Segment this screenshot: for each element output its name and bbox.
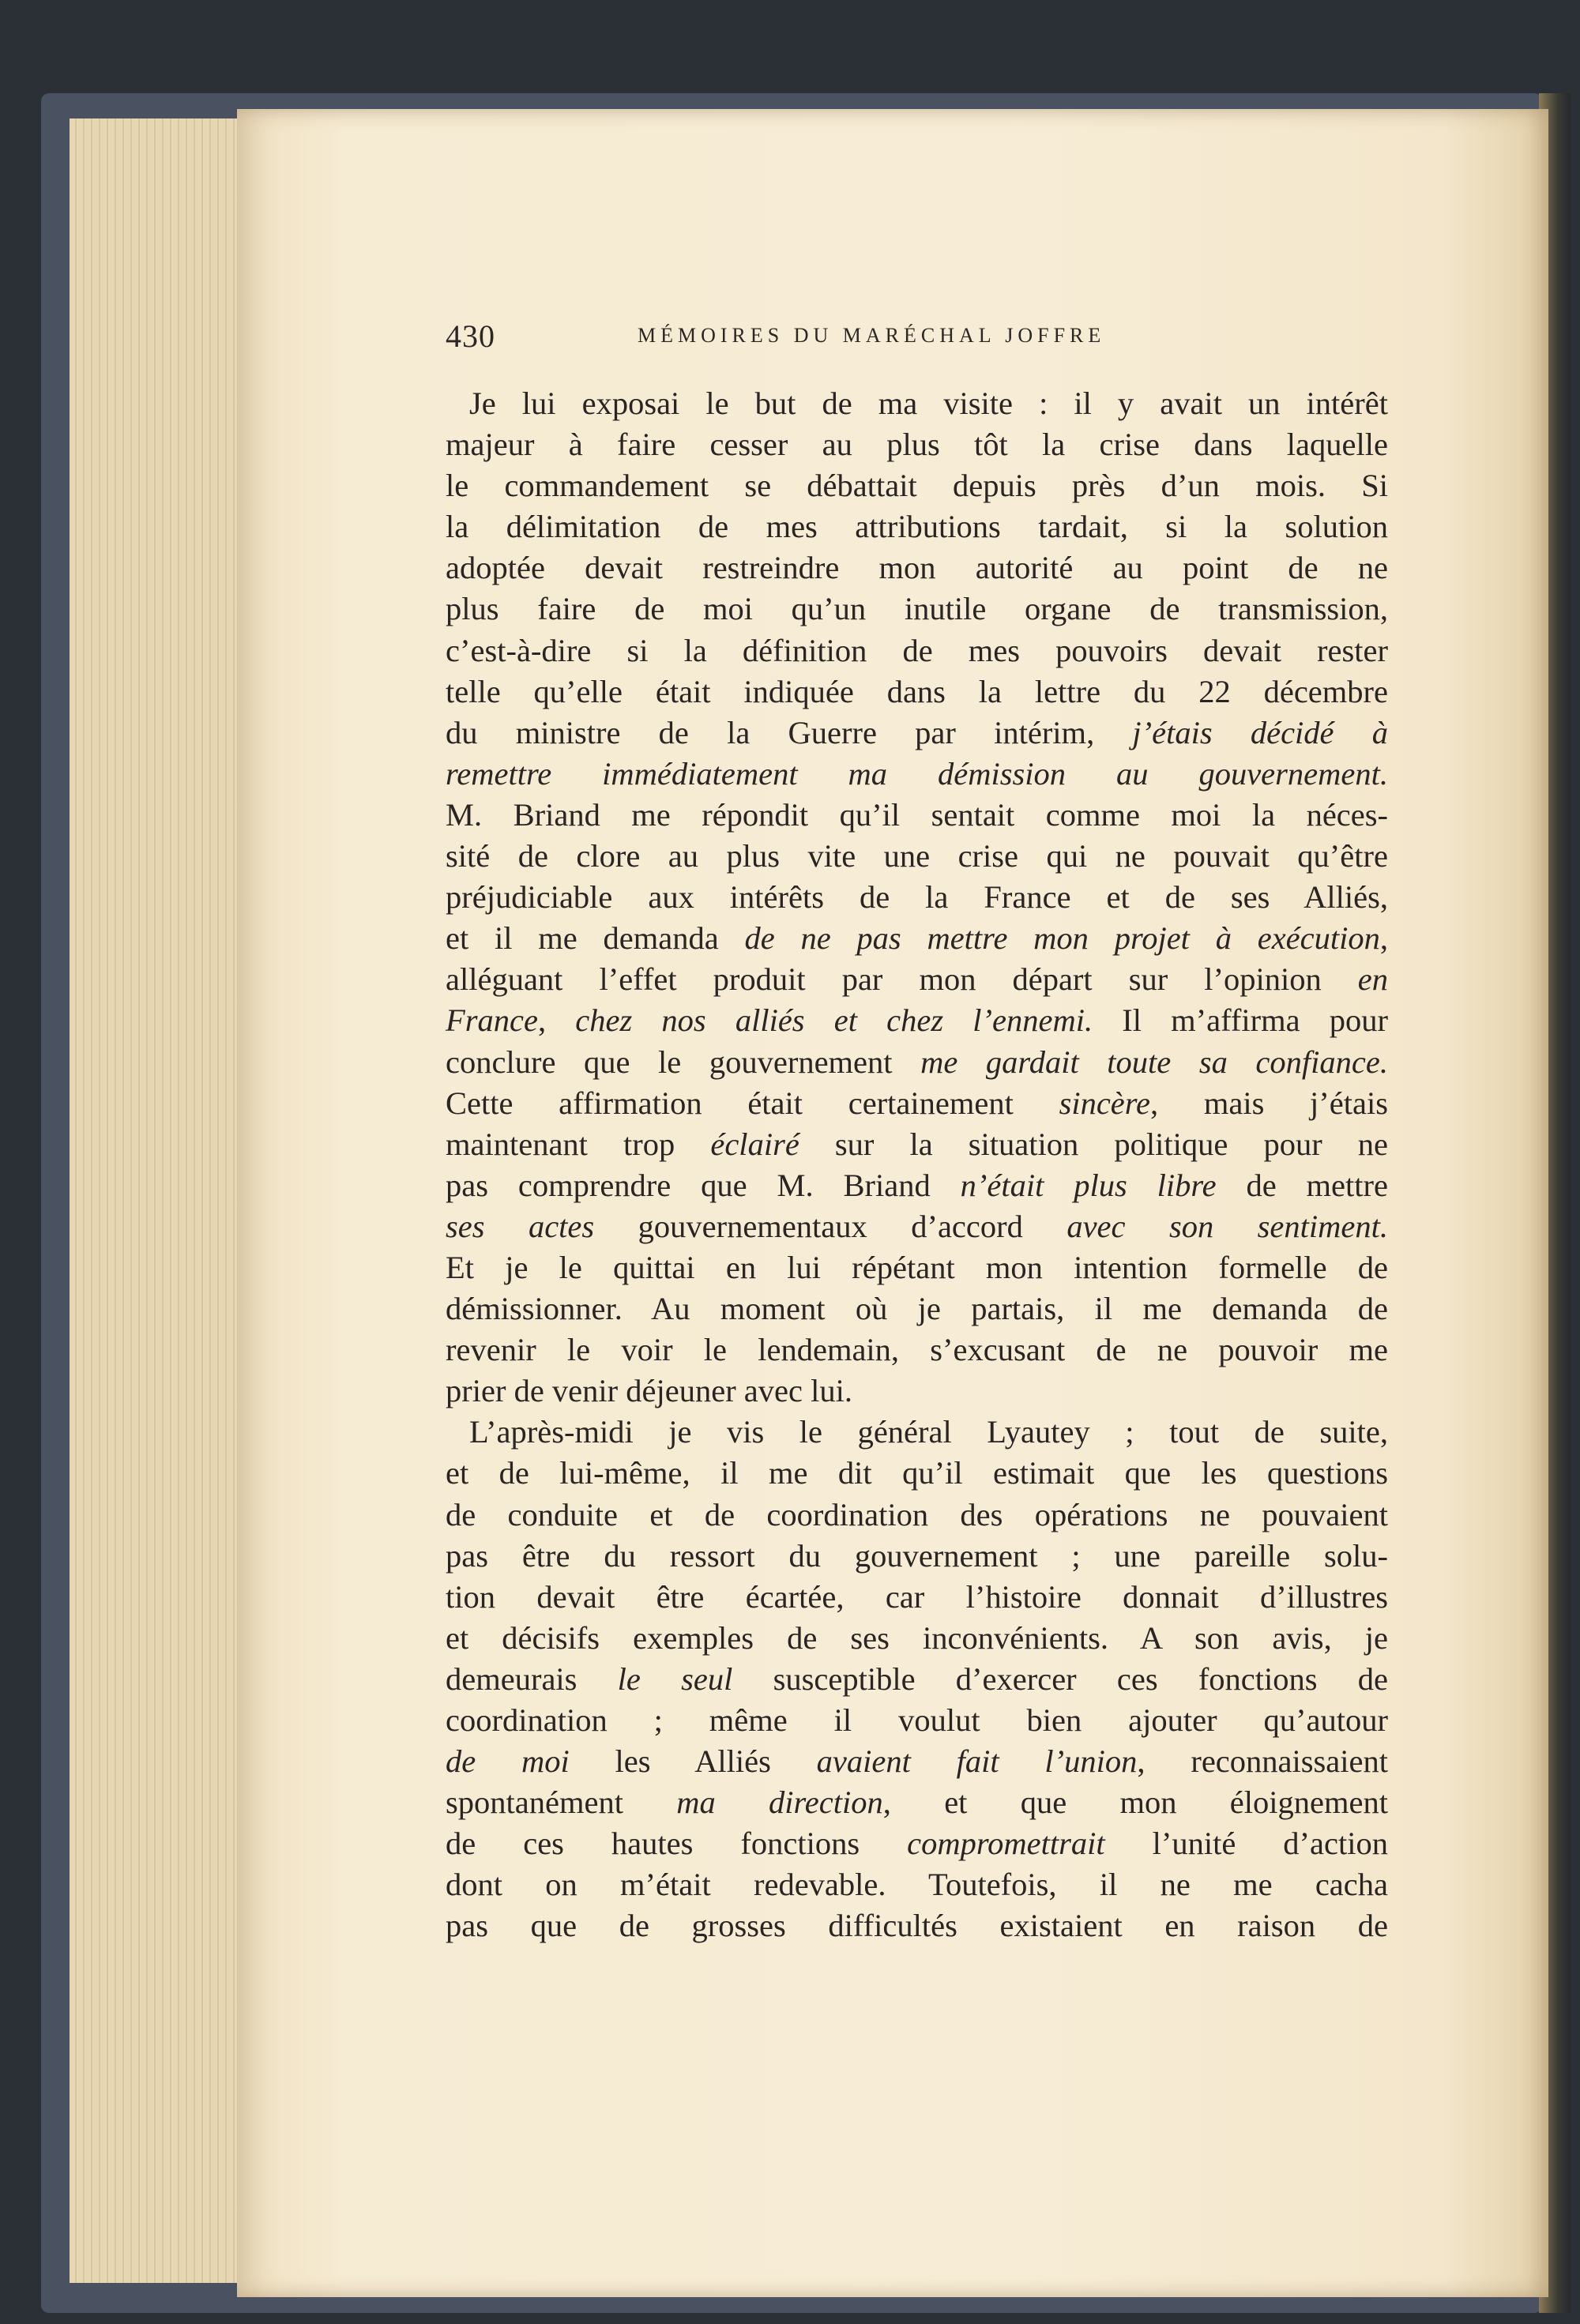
text-segment: pas être du ressort du gouvernement ; une pareille solu-	[446, 1537, 1388, 1574]
italic-text: avaient fait l’union	[816, 1743, 1138, 1780]
text-segment: ,	[537, 1002, 576, 1039]
text-line	[446, 1165, 1388, 1206]
text-segment: le commandement se débattait depuis près d’un mois. Si	[446, 468, 1388, 504]
italic-text: chez nos alliés et chez l’ennemi.	[575, 1002, 1093, 1039]
text-segment: les Alliés	[569, 1743, 817, 1780]
text-segment: alléguant l’effet produit par mon départ sur l’opinion	[446, 961, 1358, 998]
text-segment: L’après-midi je vis le général Lyautey ; tout de suite,	[469, 1414, 1388, 1450]
text-segment: susceptible d’exercer ces fonctions de	[732, 1660, 1388, 1697]
text-segment: démissionner. Au moment où je partais, il me demanda de	[446, 1291, 1388, 1327]
text-segment: Et je le quittai en lui répétant mon intention formelle de	[446, 1249, 1388, 1285]
text-segment: de conduite et de coordination des opérations ne pouvaient	[446, 1496, 1388, 1532]
text-line	[446, 1659, 1388, 1700]
text-line	[446, 1577, 1388, 1618]
italic-text: de moi	[446, 1743, 570, 1780]
text-line	[446, 713, 1388, 754]
text-line	[446, 589, 1388, 630]
text-line	[446, 918, 1388, 959]
text-line	[446, 1741, 1388, 1782]
text-line	[446, 1124, 1388, 1165]
text-segment: sité de clore au plus vite une crise qui ne pouvait qu’être	[446, 838, 1388, 874]
text-segment: , reconnaissaient	[1137, 1743, 1388, 1780]
text-segment: et décisifs exemples de ses inconvénients. A son avis, je	[446, 1619, 1388, 1656]
text-segment: coordination ; même il voulut bien ajouter qu’autour	[446, 1702, 1388, 1738]
text-line	[446, 1206, 1388, 1247]
text-segment: prier de venir déjeuner avec lui.	[446, 1373, 852, 1409]
italic-text: me gardait toute sa confiance.	[920, 1044, 1388, 1080]
text-segment: , et que mon éloignement	[882, 1784, 1388, 1821]
text-segment: M. Briand me répondit qu’il sentait comme moi la néces-	[446, 796, 1388, 833]
body-text	[446, 383, 1388, 1947]
text-line	[446, 630, 1388, 671]
italic-text: sincère	[1059, 1085, 1151, 1121]
text-segment: ,	[1379, 920, 1388, 957]
text-line	[446, 1823, 1388, 1864]
text-line	[446, 795, 1388, 836]
page-header	[446, 318, 1390, 365]
italic-text: France	[446, 1002, 538, 1039]
text-segment: Il m’affirma pour	[1093, 1002, 1388, 1039]
text-segment: spontanément	[446, 1784, 677, 1821]
text-line	[446, 671, 1388, 713]
text-line	[446, 424, 1388, 465]
text-line	[446, 1495, 1388, 1536]
text-segment: dont on m’était redevable. Toutefois, il ne me cacha	[446, 1867, 1388, 1903]
text-segment: gouvernementaux d’accord	[594, 1208, 1067, 1244]
text-segment: , mais j’étais	[1150, 1085, 1388, 1121]
italic-text: éclairé	[710, 1126, 799, 1162]
text-segment: pas que de grosses difficultés existaient en raison de	[446, 1908, 1388, 1944]
text-segment: Je lui exposai le but de ma visite : il y avait un intérêt	[469, 385, 1388, 421]
text-segment: du ministre de la Guerre par intérim,	[446, 714, 1133, 750]
italic-text: ses actes	[446, 1208, 595, 1244]
text-segment: et il me demanda	[446, 920, 745, 957]
text-line	[446, 1618, 1388, 1659]
italic-text: remettre immédiatement ma démission au gouvernement.	[446, 755, 1388, 792]
running-title: MÉMOIRES DU MARÉCHAL JOFFRE	[638, 324, 1106, 347]
text-segment: tion devait être écartée, car l’histoire donnait d’illustres	[446, 1578, 1388, 1615]
text-line	[446, 383, 1388, 424]
text-line	[446, 1083, 1388, 1124]
italic-text: j’étais décidé à	[1132, 714, 1388, 750]
text-line	[446, 465, 1388, 506]
italic-text: en	[1357, 961, 1388, 998]
text-segment: maintenant trop	[446, 1126, 711, 1162]
text-segment: adoptée devait restreindre mon autorité au point de ne	[446, 550, 1388, 586]
text-line	[446, 1453, 1388, 1494]
text-line	[446, 959, 1388, 1000]
text-line	[446, 506, 1388, 547]
text-line	[446, 547, 1388, 589]
text-line	[446, 1412, 1388, 1453]
text-line	[446, 1000, 1388, 1041]
text-segment: pas comprendre que M. Briand	[446, 1167, 961, 1203]
text-segment: préjudiciable aux intérêts de la France et de ses Alliés,	[446, 879, 1388, 916]
text-segment: plus faire de moi qu’un inutile organe de transmission,	[446, 591, 1388, 627]
text-line	[446, 1700, 1388, 1741]
text-line	[446, 1371, 1388, 1412]
text-segment: la délimitation de mes attributions tardait, si la solution	[446, 509, 1388, 545]
italic-text: compromettrait	[907, 1826, 1105, 1862]
text-segment: Cette affirmation était certainement	[446, 1085, 1059, 1121]
text-line	[446, 1536, 1388, 1577]
text-segment: conclure que le gouvernement	[446, 1044, 921, 1080]
text-segment: revenir le voir le lendemain, s’excusant de ne pouvoir me	[446, 1332, 1388, 1368]
text-line	[446, 1905, 1388, 1946]
text-line	[446, 1288, 1388, 1329]
italic-text: ma direction	[676, 1784, 883, 1821]
italic-text: n’était plus libre	[960, 1167, 1217, 1203]
text-segment: majeur à faire cesser au plus tôt la crise dans laquelle	[446, 427, 1388, 463]
page-number: 430	[446, 318, 495, 354]
text-segment: sur la situation politique pour ne	[799, 1126, 1388, 1162]
text-line	[446, 836, 1388, 877]
text-segment: de ces hautes fonctions	[446, 1826, 908, 1862]
text-line	[446, 754, 1388, 795]
italic-text: le seul	[617, 1660, 733, 1697]
text-line	[446, 1782, 1388, 1823]
italic-text: avec son sentiment.	[1066, 1208, 1389, 1244]
text-segment: c’est-à-dire si la définition de mes pouvoirs devait rester	[446, 632, 1388, 668]
italic-text: de ne pas mettre mon projet à exécution	[744, 920, 1380, 957]
text-segment: et de lui-même, il me dit qu’il estimait que les questions	[446, 1455, 1388, 1491]
text-segment: de mettre	[1216, 1167, 1388, 1203]
text-line	[446, 1864, 1388, 1905]
text-segment: telle qu’elle était indiquée dans la lettre du 22 décembre	[446, 673, 1388, 709]
text-segment: demeurais	[446, 1660, 618, 1697]
text-line	[446, 1247, 1388, 1288]
text-segment: l’unité d’action	[1104, 1826, 1388, 1862]
text-line	[446, 1329, 1388, 1371]
text-line	[446, 877, 1388, 918]
text-line	[446, 1042, 1388, 1083]
